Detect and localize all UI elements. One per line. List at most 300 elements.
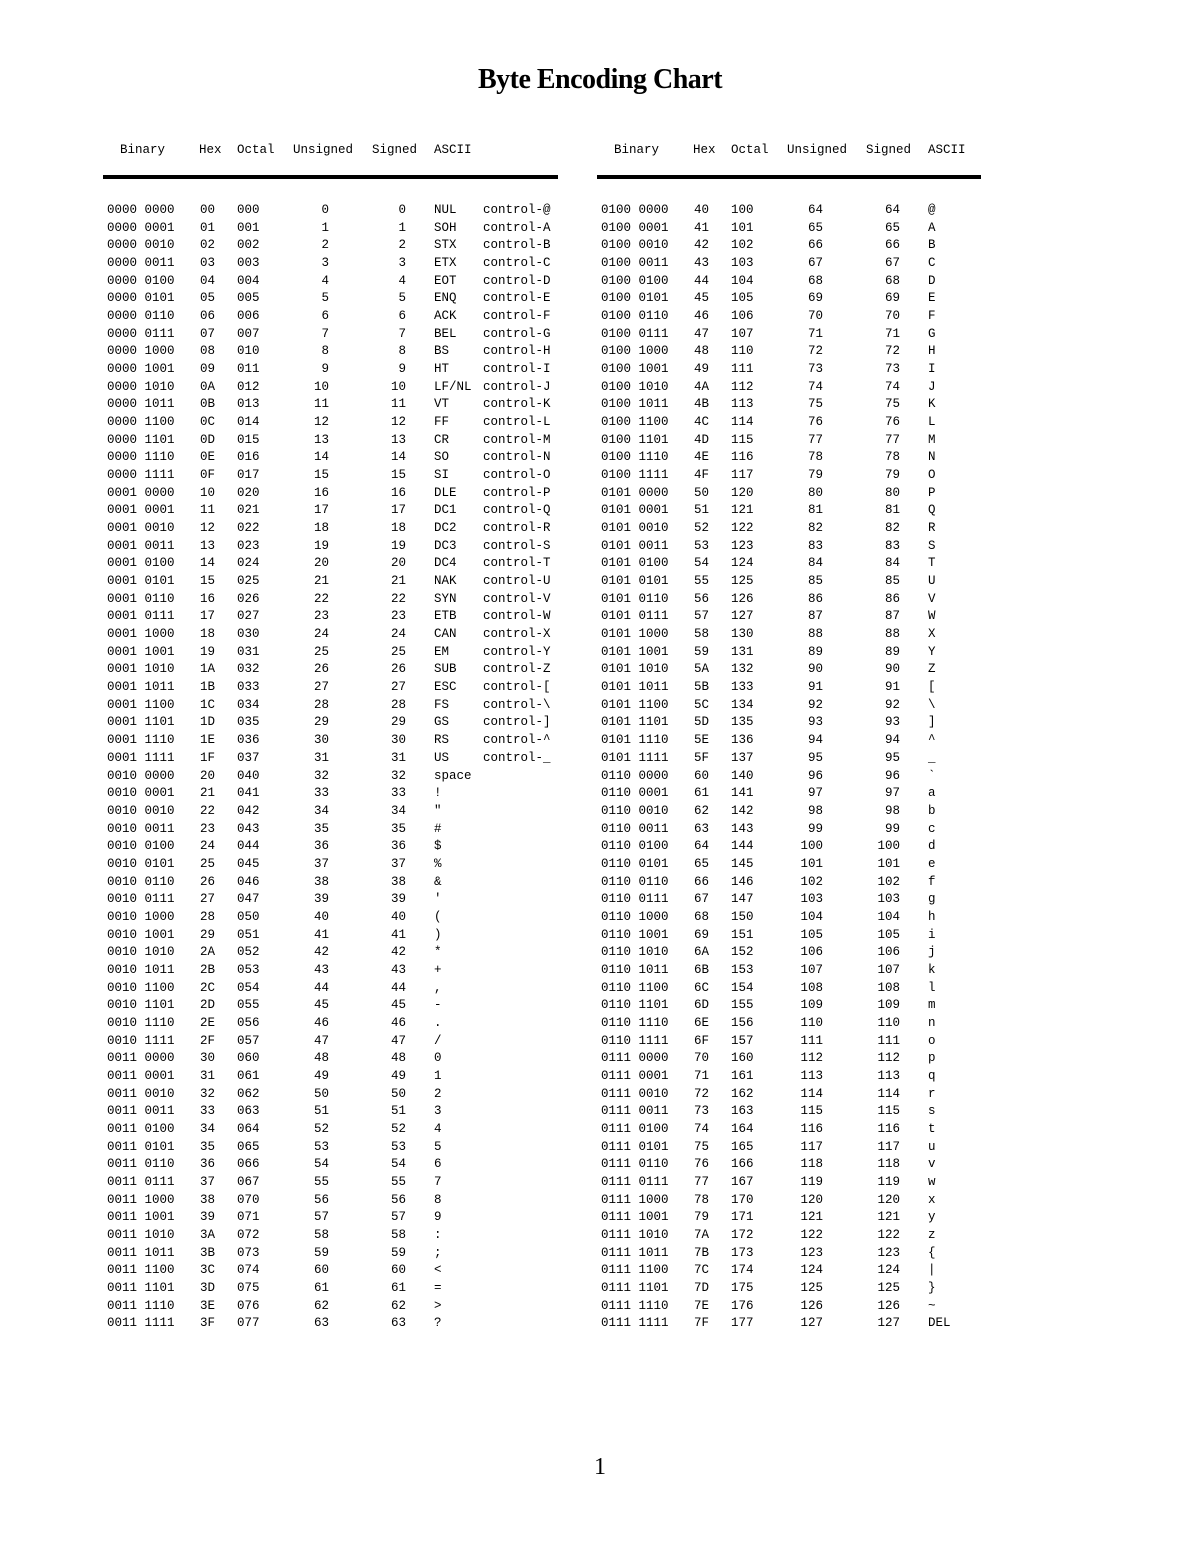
signed-cell: 58 xyxy=(390,1227,406,1242)
hex-cell: 47 xyxy=(694,326,710,341)
octal-cell: 000 xyxy=(237,203,260,217)
unsigned-cell: 53 xyxy=(313,1139,329,1154)
binary-cell: 0010 1000 xyxy=(107,909,175,924)
table-row xyxy=(103,1139,558,1157)
ascii-cell: z xyxy=(928,1227,936,1242)
octal-cell: 032 xyxy=(237,662,260,677)
ascii-cell: = xyxy=(434,1280,442,1295)
signed-cell: 61 xyxy=(390,1280,406,1295)
hex-cell: 1B xyxy=(200,680,216,695)
ascii-cell: : xyxy=(434,1227,442,1242)
unsigned-cell: 17 xyxy=(313,503,329,518)
control-cell: control-D xyxy=(483,273,551,288)
octal-cell: 107 xyxy=(731,326,754,341)
control-cell: control-E xyxy=(483,291,551,306)
signed-cell: 72 xyxy=(884,344,900,359)
octal-cell: 044 xyxy=(237,839,260,854)
signed-cell: 119 xyxy=(877,1174,900,1189)
hex-cell: 5E xyxy=(694,733,710,748)
table-row xyxy=(597,237,981,255)
octal-cell: 004 xyxy=(237,273,260,288)
octal-cell: 141 xyxy=(731,786,754,801)
table-row xyxy=(597,1050,981,1068)
octal-cell: 015 xyxy=(237,432,260,447)
unsigned-cell: 106 xyxy=(800,945,823,960)
unsigned-cell: 97 xyxy=(807,786,823,801)
octal-cell: 130 xyxy=(731,627,754,642)
table-row xyxy=(597,1033,981,1051)
ascii-cell: EM xyxy=(434,644,450,659)
octal-cell: 016 xyxy=(237,450,260,465)
binary-cell: 0100 0100 xyxy=(601,273,669,288)
ascii-cell: O xyxy=(928,468,936,483)
octal-cell: 134 xyxy=(731,697,754,712)
unsigned-cell: 33 xyxy=(313,786,329,801)
binary-cell: 0000 0011 xyxy=(107,256,175,271)
ascii-cell: STX xyxy=(434,238,457,253)
hex-cell: 38 xyxy=(200,1192,216,1207)
octal-cell: 002 xyxy=(237,238,260,253)
table-row xyxy=(597,768,981,786)
octal-cell: 174 xyxy=(731,1263,754,1278)
binary-cell: 0001 1101 xyxy=(107,715,175,730)
control-cell: control-V xyxy=(483,591,551,606)
binary-cell: 0110 0100 xyxy=(601,839,669,854)
binary-cell: 0111 0101 xyxy=(601,1139,669,1154)
table-rows xyxy=(103,202,558,1333)
signed-cell: 40 xyxy=(390,909,406,924)
hex-cell: 1A xyxy=(200,662,216,677)
binary-cell: 0111 1110 xyxy=(601,1298,669,1313)
octal-cell: 005 xyxy=(237,291,260,306)
binary-cell: 0100 1110 xyxy=(601,450,669,465)
table-row xyxy=(103,555,558,573)
table-row xyxy=(103,485,558,503)
ascii-cell: n xyxy=(928,1015,936,1030)
ascii-cell: M xyxy=(928,432,936,447)
unsigned-cell: 68 xyxy=(807,273,823,288)
binary-cell: 0010 1011 xyxy=(107,962,175,977)
unsigned-cell: 118 xyxy=(800,1157,823,1172)
hex-cell: 64 xyxy=(694,839,710,854)
hex-cell: 1E xyxy=(200,733,216,748)
ascii-cell: ` xyxy=(928,768,936,783)
table-row xyxy=(597,1156,981,1174)
signed-cell: 109 xyxy=(877,998,900,1013)
binary-cell: 0010 0111 xyxy=(107,892,175,907)
ascii-cell: < xyxy=(434,1263,442,1278)
octal-cell: 113 xyxy=(731,397,754,412)
ascii-cell: h xyxy=(928,909,936,924)
table-row xyxy=(597,821,981,839)
binary-cell: 0010 0101 xyxy=(107,856,175,871)
octal-cell: 171 xyxy=(731,1210,754,1225)
ascii-cell: ^ xyxy=(928,733,936,748)
ascii-cell: $ xyxy=(434,839,442,854)
control-cell: control-U xyxy=(483,574,551,589)
hex-cell: 15 xyxy=(200,574,216,589)
unsigned-cell: 89 xyxy=(807,644,823,659)
octal-cell: 150 xyxy=(731,909,754,924)
hex-cell: 76 xyxy=(694,1157,710,1172)
octal-cell: 100 xyxy=(731,203,754,217)
control-cell: control-S xyxy=(483,538,551,553)
table-row xyxy=(597,856,981,874)
table-row xyxy=(597,290,981,308)
unsigned-cell: 108 xyxy=(800,980,823,995)
table-row xyxy=(103,1121,558,1139)
ascii-cell: Z xyxy=(928,662,936,677)
table-row xyxy=(103,661,558,679)
binary-cell: 0000 1011 xyxy=(107,397,175,412)
signed-cell: 33 xyxy=(390,786,406,801)
signed-cell: 9 xyxy=(398,362,406,377)
signed-cell: 101 xyxy=(877,856,900,871)
hex-cell: 07 xyxy=(200,326,216,341)
octal-cell: 037 xyxy=(237,750,260,765)
octal-cell: 155 xyxy=(731,998,754,1013)
ascii-cell: SOH xyxy=(434,220,457,235)
table-row xyxy=(103,326,558,344)
table-row xyxy=(103,980,558,998)
signed-cell: 95 xyxy=(884,750,900,765)
table-row xyxy=(597,255,981,273)
octal-cell: 153 xyxy=(731,962,754,977)
binary-cell: 0111 0000 xyxy=(601,1051,669,1066)
unsigned-cell: 24 xyxy=(313,627,329,642)
unsigned-cell: 38 xyxy=(313,874,329,889)
unsigned-cell: 88 xyxy=(807,627,823,642)
signed-cell: 67 xyxy=(884,256,900,271)
table-row xyxy=(597,1262,981,1280)
unsigned-cell: 122 xyxy=(800,1227,823,1242)
table-row xyxy=(597,555,981,573)
ascii-cell: > xyxy=(434,1298,442,1313)
table-row xyxy=(597,502,981,520)
table-row xyxy=(103,273,558,291)
table-row xyxy=(597,732,981,750)
unsigned-cell: 121 xyxy=(800,1210,823,1225)
ascii-cell: V xyxy=(928,591,936,606)
table-row xyxy=(597,308,981,326)
binary-cell: 0101 0000 xyxy=(601,485,669,500)
ascii-cell: & xyxy=(434,874,442,889)
unsigned-cell: 86 xyxy=(807,591,823,606)
binary-cell: 0011 1000 xyxy=(107,1192,175,1207)
encoding-table-left xyxy=(103,140,558,1333)
octal-cell: 162 xyxy=(731,1086,754,1101)
binary-cell: 0011 1111 xyxy=(107,1316,175,1331)
octal-cell: 127 xyxy=(731,609,754,624)
signed-cell: 96 xyxy=(884,768,900,783)
hex-cell: 72 xyxy=(694,1086,710,1101)
binary-cell: 0011 1110 xyxy=(107,1298,175,1313)
binary-cell: 0100 0010 xyxy=(601,238,669,253)
signed-cell: 20 xyxy=(390,556,406,571)
octal-cell: 023 xyxy=(237,538,260,553)
ascii-cell: X xyxy=(928,627,936,642)
table-row xyxy=(597,220,981,238)
header-hex: Hex xyxy=(199,143,222,157)
octal-cell: 102 xyxy=(731,238,754,253)
hex-cell: 70 xyxy=(694,1051,710,1066)
ascii-cell: DC2 xyxy=(434,521,457,536)
binary-cell: 0101 1100 xyxy=(601,697,669,712)
unsigned-cell: 77 xyxy=(807,432,823,447)
ascii-cell: N xyxy=(928,450,936,465)
ascii-cell: { xyxy=(928,1245,936,1260)
signed-cell: 41 xyxy=(390,927,406,942)
octal-cell: 025 xyxy=(237,574,260,589)
signed-cell: 117 xyxy=(877,1139,900,1154)
control-cell: control-[ xyxy=(483,680,551,695)
signed-cell: 111 xyxy=(877,1033,900,1048)
octal-cell: 137 xyxy=(731,750,754,765)
signed-cell: 51 xyxy=(390,1104,406,1119)
table-row xyxy=(103,467,558,485)
binary-cell: 0010 0001 xyxy=(107,786,175,801)
table-row xyxy=(103,838,558,856)
binary-cell: 0100 1011 xyxy=(601,397,669,412)
unsigned-cell: 25 xyxy=(313,644,329,659)
hex-cell: 28 xyxy=(200,909,216,924)
table-row xyxy=(597,432,981,450)
binary-cell: 0100 0110 xyxy=(601,309,669,324)
unsigned-cell: 91 xyxy=(807,680,823,695)
signed-cell: 12 xyxy=(390,415,406,430)
hex-cell: 48 xyxy=(694,344,710,359)
octal-cell: 123 xyxy=(731,538,754,553)
signed-cell: 65 xyxy=(884,220,900,235)
octal-cell: 057 xyxy=(237,1033,260,1048)
unsigned-cell: 95 xyxy=(807,750,823,765)
table-row xyxy=(597,467,981,485)
binary-cell: 0011 0001 xyxy=(107,1068,175,1083)
binary-cell: 0110 1011 xyxy=(601,962,669,977)
octal-cell: 006 xyxy=(237,309,260,324)
ascii-cell: % xyxy=(434,856,442,871)
control-cell: control-O xyxy=(483,468,551,483)
binary-cell: 0110 1000 xyxy=(601,909,669,924)
table-row xyxy=(597,1209,981,1227)
unsigned-cell: 104 xyxy=(800,909,823,924)
binary-cell: 0100 1111 xyxy=(601,468,669,483)
signed-cell: 50 xyxy=(390,1086,406,1101)
signed-cell: 45 xyxy=(390,998,406,1013)
hex-cell: 2C xyxy=(200,980,216,995)
ascii-cell: o xyxy=(928,1033,936,1048)
unsigned-cell: 46 xyxy=(313,1015,329,1030)
unsigned-cell: 32 xyxy=(313,768,329,783)
table-row xyxy=(103,379,558,397)
unsigned-cell: 70 xyxy=(807,309,823,324)
octal-cell: 024 xyxy=(237,556,260,571)
table-row xyxy=(597,1068,981,1086)
ascii-cell: E xyxy=(928,291,936,306)
unsigned-cell: 61 xyxy=(313,1280,329,1295)
page-number: 1 xyxy=(594,1454,606,1480)
signed-cell: 38 xyxy=(390,874,406,889)
hex-cell: 06 xyxy=(200,309,216,324)
octal-cell: 073 xyxy=(237,1245,260,1260)
ascii-cell: CAN xyxy=(434,627,457,642)
hex-cell: 40 xyxy=(694,203,710,217)
octal-cell: 074 xyxy=(237,1263,260,1278)
signed-cell: 105 xyxy=(877,927,900,942)
unsigned-cell: 83 xyxy=(807,538,823,553)
unsigned-cell: 30 xyxy=(313,733,329,748)
octal-cell: 125 xyxy=(731,574,754,589)
hex-cell: 3F xyxy=(200,1316,216,1331)
table-row xyxy=(103,1068,558,1086)
control-cell: control-H xyxy=(483,344,551,359)
table-row xyxy=(597,449,981,467)
binary-cell: 0001 1110 xyxy=(107,733,175,748)
ascii-cell: NUL xyxy=(434,203,457,217)
signed-cell: 102 xyxy=(877,874,900,889)
signed-cell: 113 xyxy=(877,1068,900,1083)
octal-cell: 166 xyxy=(731,1157,754,1172)
octal-cell: 112 xyxy=(731,379,754,394)
table-row xyxy=(103,750,558,768)
binary-cell: 0101 0011 xyxy=(601,538,669,553)
signed-cell: 59 xyxy=(390,1245,406,1260)
table-row xyxy=(103,1280,558,1298)
octal-cell: 151 xyxy=(731,927,754,942)
control-cell: control-M xyxy=(483,432,551,447)
signed-cell: 82 xyxy=(884,521,900,536)
table-row xyxy=(103,785,558,803)
hex-cell: 62 xyxy=(694,803,710,818)
unsigned-cell: 67 xyxy=(807,256,823,271)
ascii-cell: . xyxy=(434,1015,442,1030)
table-row xyxy=(597,273,981,291)
binary-cell: 0100 0111 xyxy=(601,326,669,341)
table-row xyxy=(103,714,558,732)
hex-cell: 21 xyxy=(200,786,216,801)
octal-cell: 051 xyxy=(237,927,260,942)
hex-cell: 3A xyxy=(200,1227,216,1242)
octal-cell: 071 xyxy=(237,1210,260,1225)
control-cell: control-L xyxy=(483,415,551,430)
octal-cell: 065 xyxy=(237,1139,260,1154)
hex-cell: 17 xyxy=(200,609,216,624)
octal-cell: 173 xyxy=(731,1245,754,1260)
unsigned-cell: 124 xyxy=(800,1263,823,1278)
hex-cell: 71 xyxy=(694,1068,710,1083)
signed-cell: 80 xyxy=(884,485,900,500)
binary-cell: 0100 0011 xyxy=(601,256,669,271)
table-row xyxy=(597,661,981,679)
binary-cell: 0101 0101 xyxy=(601,574,669,589)
binary-cell: 0001 1000 xyxy=(107,627,175,642)
unsigned-cell: 62 xyxy=(313,1298,329,1313)
ascii-cell: DC4 xyxy=(434,556,457,571)
signed-cell: 28 xyxy=(390,697,406,712)
octal-cell: 121 xyxy=(731,503,754,518)
signed-cell: 49 xyxy=(390,1068,406,1083)
ascii-cell: t xyxy=(928,1121,936,1136)
octal-cell: 012 xyxy=(237,379,260,394)
table-rows xyxy=(597,202,981,1333)
control-cell: control-^ xyxy=(483,733,551,748)
unsigned-cell: 57 xyxy=(313,1210,329,1225)
ascii-cell: d xyxy=(928,839,936,854)
unsigned-cell: 26 xyxy=(313,662,329,677)
table-row xyxy=(597,785,981,803)
ascii-cell: ESC xyxy=(434,680,457,695)
table-row xyxy=(597,714,981,732)
table-row xyxy=(597,202,981,220)
binary-cell: 0000 0101 xyxy=(107,291,175,306)
unsigned-cell: 87 xyxy=(807,609,823,624)
ascii-cell: ! xyxy=(434,786,442,801)
hex-cell: 33 xyxy=(200,1104,216,1119)
hex-cell: 67 xyxy=(694,892,710,907)
signed-cell: 115 xyxy=(877,1104,900,1119)
unsigned-cell: 40 xyxy=(313,909,329,924)
binary-cell: 0101 0001 xyxy=(601,503,669,518)
ascii-cell: e xyxy=(928,856,936,871)
unsigned-cell: 78 xyxy=(807,450,823,465)
hex-cell: 31 xyxy=(200,1068,216,1083)
signed-cell: 36 xyxy=(390,839,406,854)
table-row xyxy=(103,202,558,220)
binary-cell: 0000 1110 xyxy=(107,450,175,465)
unsigned-cell: 72 xyxy=(807,344,823,359)
signed-cell: 71 xyxy=(884,326,900,341)
ascii-cell: DLE xyxy=(434,485,457,500)
binary-cell: 0000 0001 xyxy=(107,220,175,235)
unsigned-cell: 13 xyxy=(313,432,329,447)
table-row xyxy=(597,538,981,556)
signed-cell: 17 xyxy=(390,503,406,518)
table-row xyxy=(597,891,981,909)
binary-cell: 0001 0000 xyxy=(107,485,175,500)
signed-cell: 74 xyxy=(884,379,900,394)
octal-cell: 156 xyxy=(731,1015,754,1030)
unsigned-cell: 105 xyxy=(800,927,823,942)
table-row xyxy=(103,856,558,874)
binary-cell: 0110 0011 xyxy=(601,821,669,836)
table-row xyxy=(597,485,981,503)
binary-cell: 0010 1111 xyxy=(107,1033,175,1048)
signed-cell: 127 xyxy=(877,1316,900,1331)
signed-cell: 25 xyxy=(390,644,406,659)
binary-cell: 0010 0100 xyxy=(107,839,175,854)
octal-cell: 160 xyxy=(731,1051,754,1066)
octal-cell: 072 xyxy=(237,1227,260,1242)
octal-cell: 014 xyxy=(237,415,260,430)
octal-cell: 175 xyxy=(731,1280,754,1295)
ascii-cell: NAK xyxy=(434,574,457,589)
signed-cell: 76 xyxy=(884,415,900,430)
binary-cell: 0011 0101 xyxy=(107,1139,175,1154)
unsigned-cell: 126 xyxy=(800,1298,823,1313)
table-row xyxy=(103,803,558,821)
header-ascii: ASCII xyxy=(928,143,966,157)
ascii-cell: + xyxy=(434,962,442,977)
binary-cell: 0010 1001 xyxy=(107,927,175,942)
octal-cell: 033 xyxy=(237,680,260,695)
binary-cell: 0110 1001 xyxy=(601,927,669,942)
header-ascii: ASCII xyxy=(434,143,472,157)
table-row xyxy=(597,838,981,856)
table-row xyxy=(103,414,558,432)
signed-cell: 106 xyxy=(877,945,900,960)
binary-cell: 0100 0000 xyxy=(601,203,669,217)
signed-cell: 85 xyxy=(884,574,900,589)
